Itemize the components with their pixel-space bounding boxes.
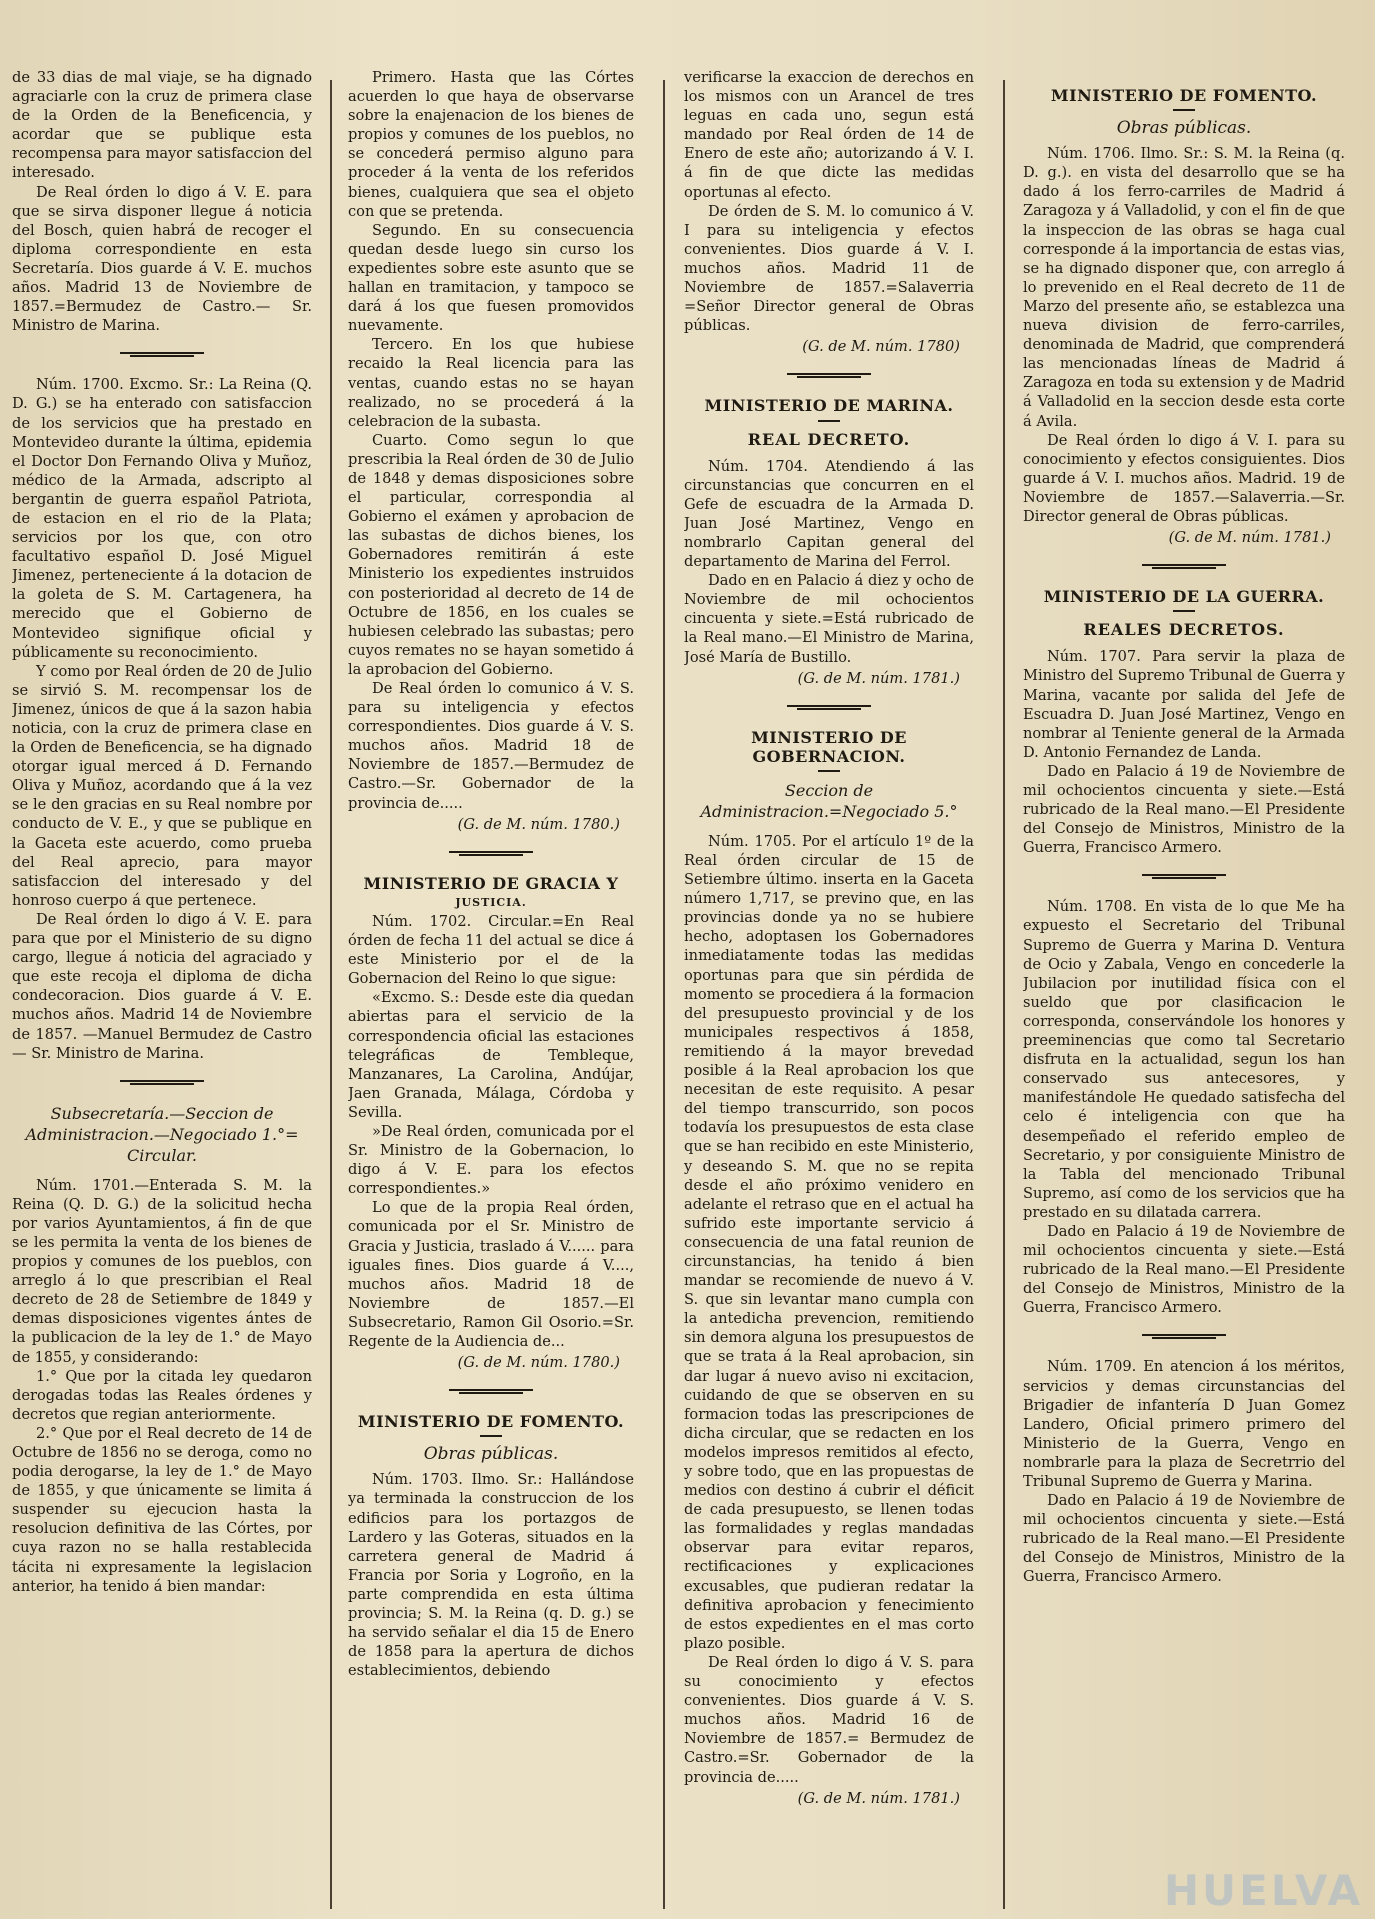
paragraph: De Real órden lo digo á V. I. para su conocimiento y efectos consiguientes. Dios guarde á V. I. muchos años. Madrid. 19 de Noviembre de 1857.—Salaverria.—Sr. Director general de Obras públicas.	[1023, 431, 1345, 525]
section-separator	[120, 351, 204, 359]
paragraph: Núm. 1708. En vista de lo que Me ha expuesto el Secretario del Tribunal Supremo de Guerra y Marina D. Ventura de Ocio y Zabala, Vengo en concederle la Jubilacion por inutilidad física con el sueldo que por clasificacion le corresponda, conservándole los honores y preeminencias que como tal Secretario disfruta en la actualidad, segun los han conservado sus antecesores, y manifestándole He quedado satisfecha del celo é inteligencia con que ha desempeñado el referido empleo de Secretario, y por consiguiente Ministro de la Tabla del mencionado Tribunal Supremo, así como de los servicios que ha prestado en su dilatada carrera.	[1023, 898, 1345, 1221]
column-rule	[1003, 80, 1005, 1909]
paragraph: Y como por Real órden de 20 de Julio se sirvió S. M. recompensar los de Jimenez, únicos de que á la sazon habia noticia, con la cruz de primera clase en la Orden de Beneficencia, se ha dignado otorgar igual merced á D. Fernando Oliva y Muñoz, acordando que á la vez se le den gracias en su Real nombre por conducto de V. E., y que se publique en la Gaceta este acuerdo, como prueba del Real aprecio, para mayor satisfaccion del interesado y del honroso cuerpo á que pertenece.	[12, 662, 312, 909]
paragraph: Dado en Palacio á 19 de Noviembre de mil ochocientos cincuenta y siete.—Está rubricado de la Real mano.—El Presidente del Consejo de Ministros, Ministro de la Guerra, Francisco Armero.	[1023, 762, 1345, 857]
paragraph: Cuarto. Como segun lo que prescribia la Real órden de 30 de Julio de 1848 y demas disposiciones sobre el particular, correspondia al Gobierno el exámen y aprobacion de las subastas de dichos bienes, los Gobernadores remitirán á este Ministerio los expedientes instruidos con posterioridad al decreto de 14 de Octubre de 1856, en los cuales se hubiesen celebrado las subastas; pero cuyos remates no se hayan sometido á la aprobacion del Gobierno.	[348, 431, 634, 678]
paragraph: Núm. 1707. Para servir la plaza de Ministro del Supremo Tribunal de Guerra y Marina, vacante por salida del Jefe de Escuadra D. Juan José Martinez, Vengo en nombrar al Teniente general de la Armada D. Antonio Fernandez de Landa.	[1023, 648, 1345, 761]
paragraph: Segundo. En su consecuencia quedan desde luego sin curso los expedientes sobre este asunto que se hallan en tramitacion, y tampoco se dará á los que fuesen promovidos nuevamente.	[348, 221, 634, 335]
ministry-subheading: JUSTICIA.	[455, 895, 527, 909]
section-separator	[449, 850, 533, 858]
heading-dash	[818, 420, 840, 422]
paragraph: Núm. 1704. Atendiendo á las circunstancias que concurren en el Gefe de escuadra de la Armada D. Juan José Martinez, Vengo en nombrarlo Capitan general del departamento de Marina del Ferrol.	[684, 457, 974, 571]
paragraph: Núm. 1702. Circular.=En Real órden de fecha 11 del actual se dice á este Ministerio por el de la Gobernacion del Reino lo que sigue:	[348, 912, 634, 988]
section-separator	[1142, 563, 1226, 571]
ministry-heading: MINISTERIO DE GOBERNACION.	[751, 727, 907, 766]
ministry-heading: MINISTERIO DE LA GUERRA.	[1043, 587, 1325, 607]
paragraph: Lo que de la propia Real órden, comunicada por el Sr. Ministro de Gracia y Justicia, traslado á V...... para iguales fines. Dios guarde á V...., muchos años. Madrid 18 de Noviembre de 1857.—El Subsecretario, Ramon Gil Osorio.=Sr. Regente de la Audiencia de...	[348, 1199, 634, 1350]
column-rule	[330, 80, 332, 1909]
paragraph: De Real órden lo digo á V. S. para su conocimiento y efectos convenientes. Dios guarde á V. S. muchos años. Madrid 16 de Noviembre de 1857.= Bermudez de Castro.=Sr. Gobernador de la provincia de.....	[684, 1653, 974, 1786]
ministry-heading: MINISTERIO DE GRACIA Y	[363, 873, 619, 893]
paragraph: Núm. 1700. Excmo. Sr.: La Reina (Q. D. G.) se ha enterado con satisfaccion de los servicios que ha prestado en Montevideo durante la última, epidemia el Doctor Don Fernando Oliva y Muñoz, médico de la Armada, adscripto al bergantin de guerra español Patriota, de estacion en el rio de la Plata; servicios por los que, con otro facultativo español D. José Miguel Jimenez, perteneciente á la dotacion de la goleta de S. M. Cartagenera, ha merecido que el Gobierno de Montevideo signifique oficial y públicamente su reconocimiento.	[12, 376, 312, 661]
decree-heading: REAL DECRETO.	[747, 429, 911, 449]
heading-dash	[1173, 109, 1195, 111]
paragraph: Dado en Palacio á 19 de Noviembre de mil ochocientos cincuenta y siete.—Está rubricado de la Real mano.—El Presidente del Consejo de Ministros, Ministro de la Guerra, Francisco Armero.	[1023, 1222, 1345, 1317]
paragraph: Dado en Palacio á 19 de Noviembre de mil ochocientos cincuenta y siete.—Está rubricado de la Real mano.—El Presidente del Consejo de Ministros, Ministro de la Guerra, Francisco Armero.	[1023, 1492, 1345, 1586]
paragraph: De Real órden lo digo á V. E. para para que por el Ministerio de su digno cargo, llegue á noticia del agraciado y que este recoja el diploma de dicha condecoracion. Dios guarde á V. E. muchos años. Madrid 14 de Noviembre de 1857. —Manuel Bermudez de Castro — Sr. Ministro de Marina.	[12, 910, 312, 1062]
paragraph: Núm. 1706. Ilmo. Sr.: S. M. la Reina (q. D. g.). en vista del desarrollo que se ha dado á los ferro-carriles de Madrid á Zaragoza y á Valladolid, y con el fin de que la inspeccion de las obras se haga cual corresponde á la importancia de estas vias, se ha dignado disponer que, con arreglo á lo prevenido en el Real decreto de 11 de Marzo del presente año, se establezca una nueva division de ferro-carriles, denominada de Madrid, que comprenderá las mencionadas líneas de Madrid á Zaragoza en toda su extension y de Madrid á Valladolid en la seccion desde esta corte á Avila.	[1023, 145, 1345, 430]
column-2	[348, 68, 634, 1909]
gazette-citation: (G. de M. núm. 1780)	[802, 338, 960, 356]
paragraph: »De Real órden, comunicada por el Sr. Ministro de la Gobernacion, lo digo á V. E. para los efectos correspondientes.»	[348, 1122, 634, 1198]
subsection-heading: Subsecretaría.—Seccion de Administracion.—Negociado 1.°= Circular.	[25, 1103, 299, 1165]
heading-dash	[1173, 610, 1195, 612]
section-heading: Obras públicas.	[423, 1444, 559, 1465]
ministry-heading: MINISTERIO DE MARINA.	[704, 396, 954, 416]
decree-heading: REALES DECRETOS.	[1083, 620, 1285, 640]
gazette-citation: (G. de M. núm. 1781.)	[797, 669, 960, 687]
subsection-heading: Seccion de Administracion.=Negociado 5.°	[700, 780, 958, 821]
gazette-citation: (G. de M. núm. 1780.)	[457, 815, 620, 833]
heading-dash	[818, 770, 840, 772]
ministry-heading: MINISTERIO DE FOMENTO.	[1050, 86, 1318, 105]
section-separator	[449, 1388, 533, 1396]
section-separator	[120, 1079, 204, 1087]
ministry-heading: MINISTERIO DE FOMENTO.	[357, 1412, 625, 1432]
column-rule	[663, 80, 665, 1909]
section-separator	[1142, 873, 1226, 881]
archive-watermark: HUELVA	[1163, 1866, 1363, 1915]
paragraph: Núm. 1709. En atencion á los méritos, servicios y demas circunstancias del Brigadier de infantería D Juan Gomez Landero, Oficial primero primero del Ministerio de la Guerra, Vengo en nombrarle para la plaza de Secretrrio del Tribunal Supremo de Guerra y Marina.	[1023, 1358, 1345, 1490]
column-4	[1023, 72, 1345, 1909]
paragraph: Núm. 1701.—Enterada S. M. la Reina (Q. D. G.) de la solicitud hecha por varios Ayuntamientos, á fin de que se les permita la venta de los bienes de propios y comunes de los pueblos, con arreglo á lo que prescribian el Real decreto de 28 de Setiembre de 1849 y demas disposiciones vigentes ántes de la publicacion de la ley de 1.° de Mayo de 1855, y considerando:	[12, 1176, 312, 1366]
paragraph: De Real órden lo comunico á V. S. para su inteligencia y efectos correspondientes. Dios guarde á V. S. muchos años. Madrid 18 de Noviembre de 1857.—Bermudez de Castro.—Sr. Gobernador de la provincia de.....	[348, 680, 634, 812]
column-1	[12, 68, 312, 1909]
paragraph: «Excmo. S.: Desde este dia quedan abiertas para el servicio de la correspondencia oficial las estaciones telegráficas de Tembleque, Manzanares, La Carolina, Andújar, Jaen Granada, Málaga, Córdoba y Sevilla.	[348, 989, 634, 1121]
paragraph: De Real órden lo digo á V. E. para que se sirva disponer llegue á noticia del Bosch, quien habrá de recoger el diploma correspondiente en esta Secretaría. Dios guarde á V. E. muchos años. Madrid 13 de Noviembre de 1857.=Bermudez de Castro.— Sr. Ministro de Marina.	[12, 183, 312, 335]
gazette-citation: (G. de M. núm. 1781.)	[797, 1789, 960, 1807]
section-separator	[787, 372, 871, 380]
gazette-citation: (G. de M. núm. 1781.)	[1168, 529, 1331, 547]
paragraph: 1.° Que por la citada ley quedaron derogadas todas las Reales órdenes y decretos que regian anteriormente.	[12, 1367, 312, 1423]
column-3	[684, 68, 974, 1909]
paragraph: Núm. 1705. Por el artículo 1º de la Real órden circular de 15 de Setiembre último. inserta en la Gaceta número 1,717, se previno que, en las provincias donde ya no se hubiere hecho, adoptasen los Gobernadores inmediatamente todas las medidas oportunas para que sin pérdida de momento se procediera á la formacion del presupuesto provincial y de los municipales respectivos á 1858, remitiendo á la mayor brevedad posible á la Real aprobacion los que necesitan de este requisito. A pesar del tiempo transcurrido, son pocos todavía los presupuestos de esta clase que se han recibido en este Ministerio, y deseando S. M. que no se repita desde el año próximo venidero en adelante el retraso que en el actual ha sufrido este importante servicio á consecuencia de una fatal reunion de circunstancias, ha tenido á bien mandar se recomiende de nuevo á V. S. que sin levantar mano cumpla con la antedicha prevencion, remitiendo sin demora alguna los presupuestos de que se trata á la Real aprobacion, sin dar lugar á nuevo aviso ni excitacion, cuidando de que se observen en su formacion todas las prescripciones de dicha circular, que se redacten en los modelos impresos remitidos al efecto, y sobre todo, que en las propuestas de medios con destino á cubrir el déficit de cada presupuesto, se llenen todas las formalidades y reglas mandadas observar para evitar reparos, rectificaciones y explicaciones excusables, que pudieran redatar la definitiva aprobacion y fenecimiento de estos expedientes en el mas corto plazo posible.	[684, 832, 974, 1652]
paragraph: Núm. 1703. Ilmo. Sr.: Hallándose ya terminada la construccion de los edificios para los portazgos de Lardero y las Goteras, situados en la carretera general de Madrid á Francia por Soria y Logroño, en la parte comprendida en esta última provincia; S. M. la Reina (q. D. g.) se ha servido señalar el dia 15 de Enero de 1858 para la apertura de dichos establecimientos, debiendo	[348, 1471, 634, 1680]
heading-dash	[480, 1435, 502, 1437]
paragraph: 2.° Que por el Real decreto de 14 de Octubre de 1856 no se deroga, como no podia derogarse, la ley de 1.° de Mayo de 1855, y que únicamente se limita á suspender su ejecucion hasta la resolucion definitiva de las Córtes, por cuya razon no se halla restablecida tácita ni expresamente la legislacion anterior, ha tenido á bien mandar:	[12, 1424, 312, 1595]
section-heading: Obras públicas.	[1116, 118, 1252, 139]
gazette-citation: (G. de M. núm. 1780.)	[457, 1354, 620, 1372]
paragraph: De órden de S. M. lo comunico á V. I para su inteligencia y efectos convenientes. Dios guarde á V. I. muchos años. Madrid 11 de Noviembre de 1857.=Salaverria =Señor Director general de Obras públicas.	[684, 202, 974, 335]
section-separator	[1142, 1333, 1226, 1341]
paragraph: Dado en en Palacio á diez y ocho de Noviembre de mil ochocientos cincuenta y siete.=Está rubricado de la Real mano.—El Ministro de Marina, José María de Bustillo.	[684, 572, 974, 666]
paragraph: de 33 dias de mal viaje, se ha dignado agraciarle con la cruz de primera clase de la Orden de la Beneficencia, y acordar que se publique esta recompensa para mayor satisfaccion del interesado.	[12, 69, 312, 182]
section-separator	[787, 704, 871, 712]
paragraph: Tercero. En los que hubiese recaido la Real licencia para las ventas, cuando estas no se hayan realizado, no se procederá á la celebracion de la subasta.	[348, 336, 634, 430]
paragraph: verificarse la exaccion de derechos en los mismos con un Arancel de tres leguas en cada uno, segun está mandado por Real órden de 14 de Enero de este año; autorizando á V. I. á fin de que dicte las medidas oportunas al efecto.	[684, 69, 974, 201]
paragraph: Primero. Hasta que las Córtes acuerden lo que haya de observarse sobre la enajenacion de los bienes de propios y comunes de los pueblos, no se concederá permiso alguno para proceder á la venta de los referidos bienes, cualquiera que sea el objeto con que se pretenda.	[348, 69, 634, 220]
